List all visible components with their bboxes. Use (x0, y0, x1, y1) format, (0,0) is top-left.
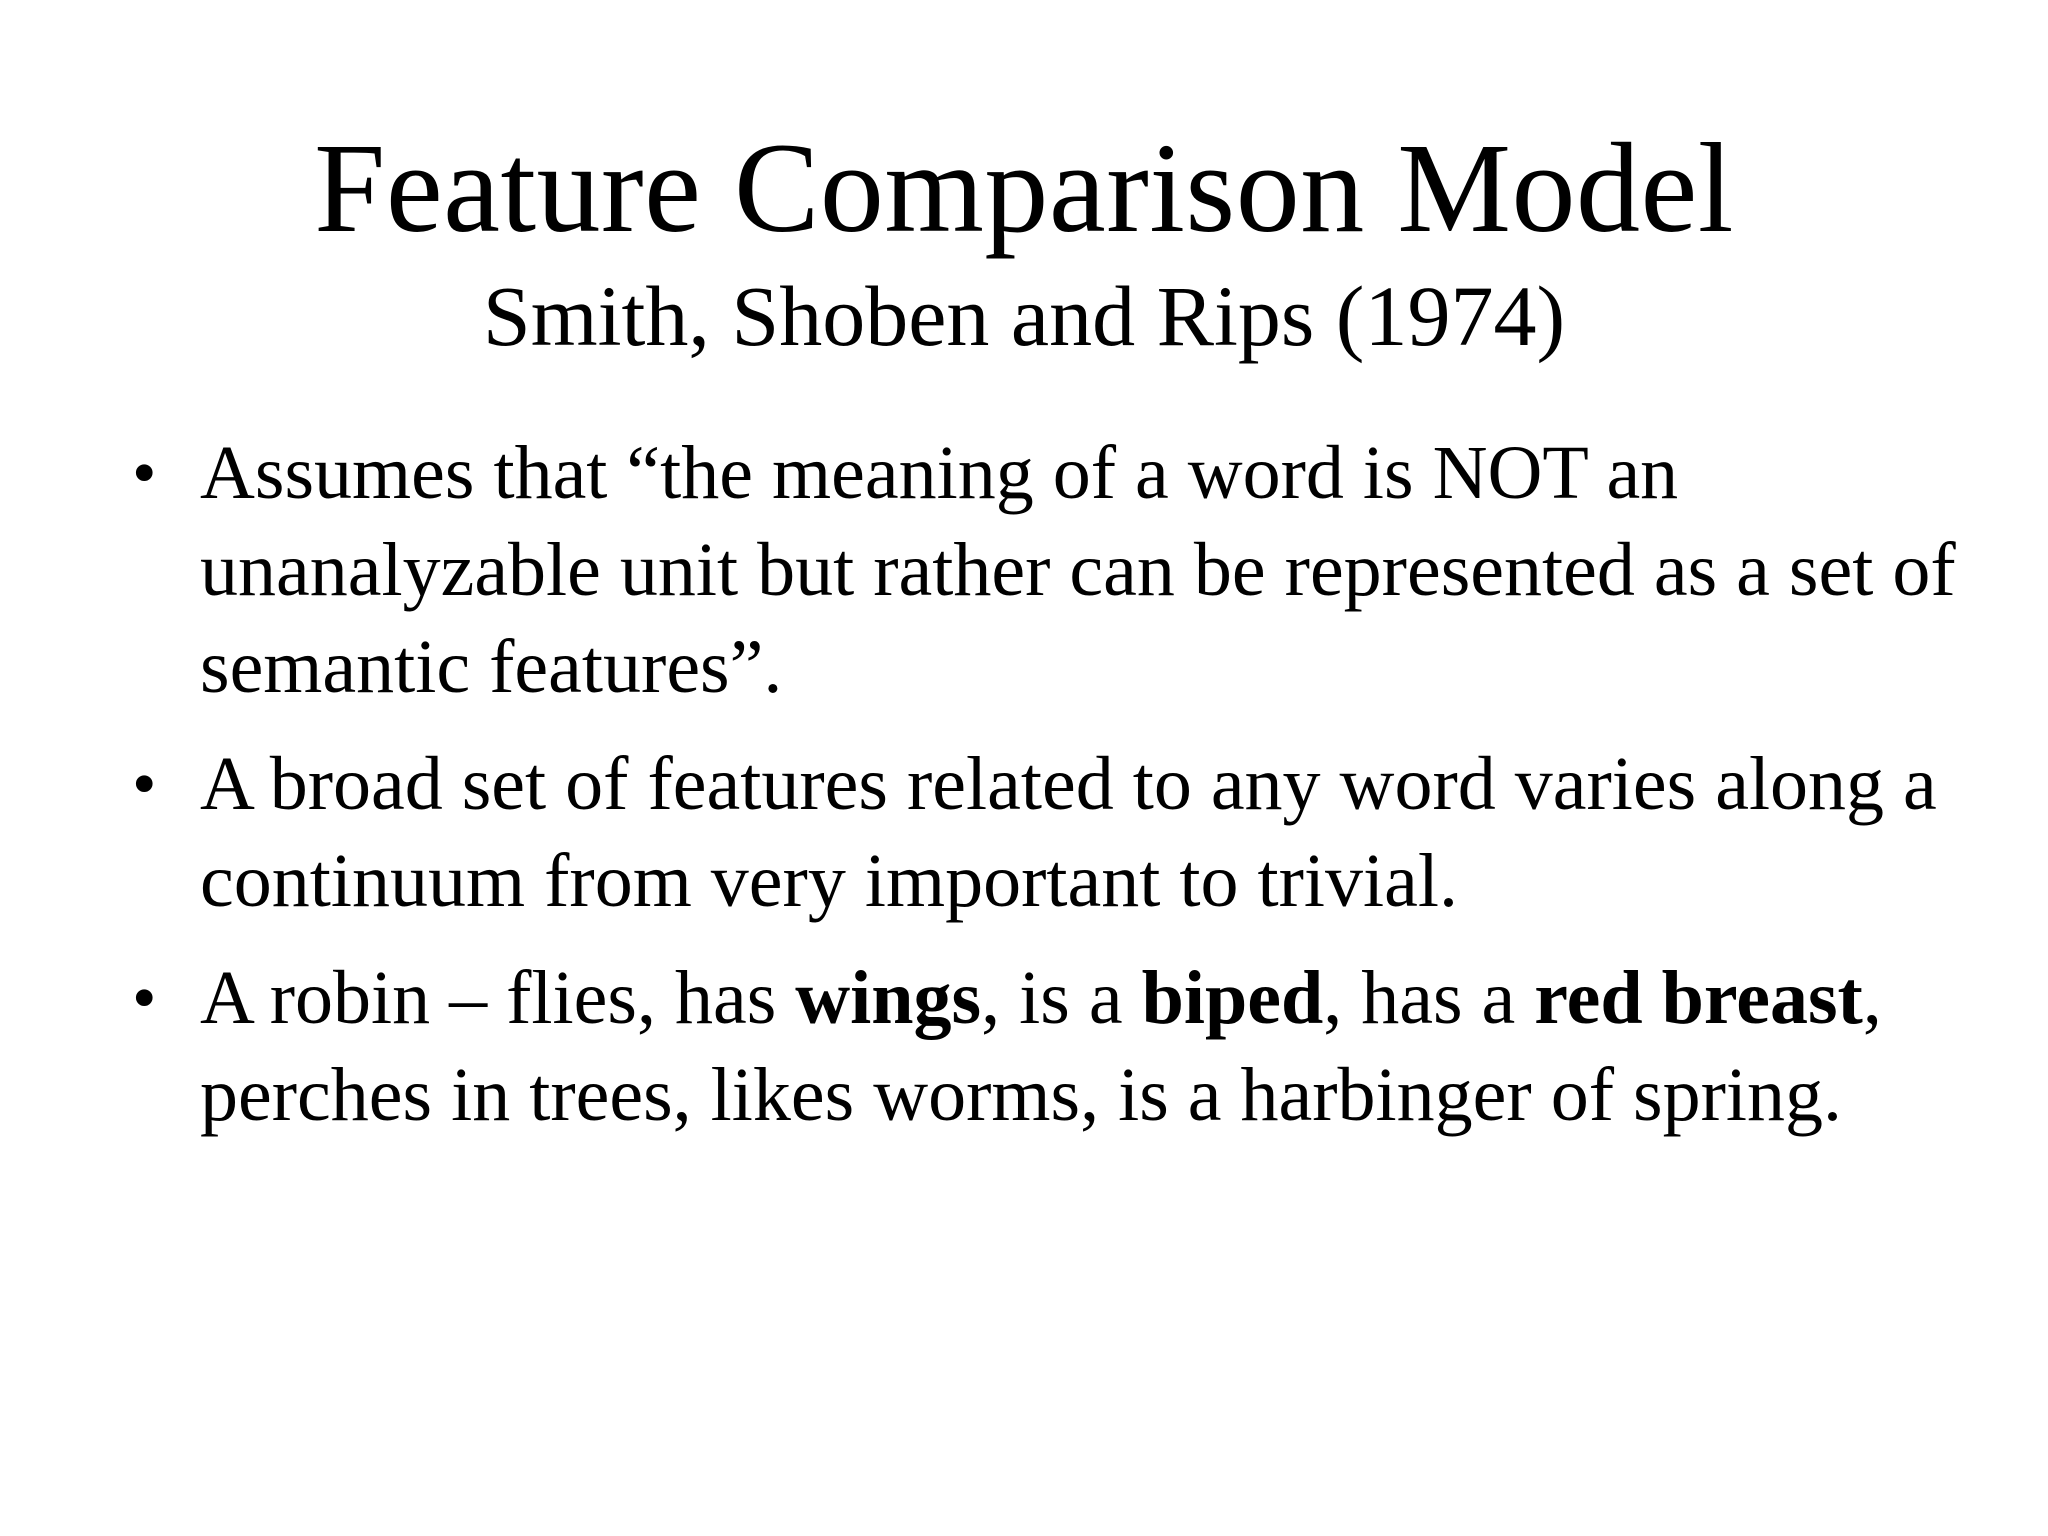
bullet-3-segment-7: , perches in trees, likes worms, is a harbinger of spring. (200, 956, 1882, 1137)
bullet-3-segment-1: A robin – flies, has (200, 956, 796, 1040)
slide-title: Feature Comparison Model (314, 117, 1734, 259)
bullet-list (200, 425, 1960, 1164)
bullet-text-1: Assumes that “the meaning of a word is NOT an unanalyzable unit but rather can be represented as a set of semantic features”. (200, 431, 1956, 709)
bullet-text-2: A broad set of features related to any word varies along a continuum from very important to trivial. (200, 742, 1937, 923)
bullet-item-3 (200, 950, 1960, 1144)
bullet-3-bold-red-breast: red breast (1534, 956, 1863, 1040)
bullet-3-bold-wings: wings (795, 956, 982, 1040)
bullet-3-segment-5: , has a (1323, 956, 1535, 1040)
bullet-3-segment-3: , is a (981, 956, 1142, 1040)
title-block (0, 118, 2048, 366)
bullet-item-1 (200, 425, 1960, 716)
bullet-item-2 (200, 736, 1960, 930)
slide-subtitle: Smith, Shoben and Rips (1974) (482, 268, 1566, 364)
bullet-3-bold-biped: biped (1141, 956, 1324, 1040)
